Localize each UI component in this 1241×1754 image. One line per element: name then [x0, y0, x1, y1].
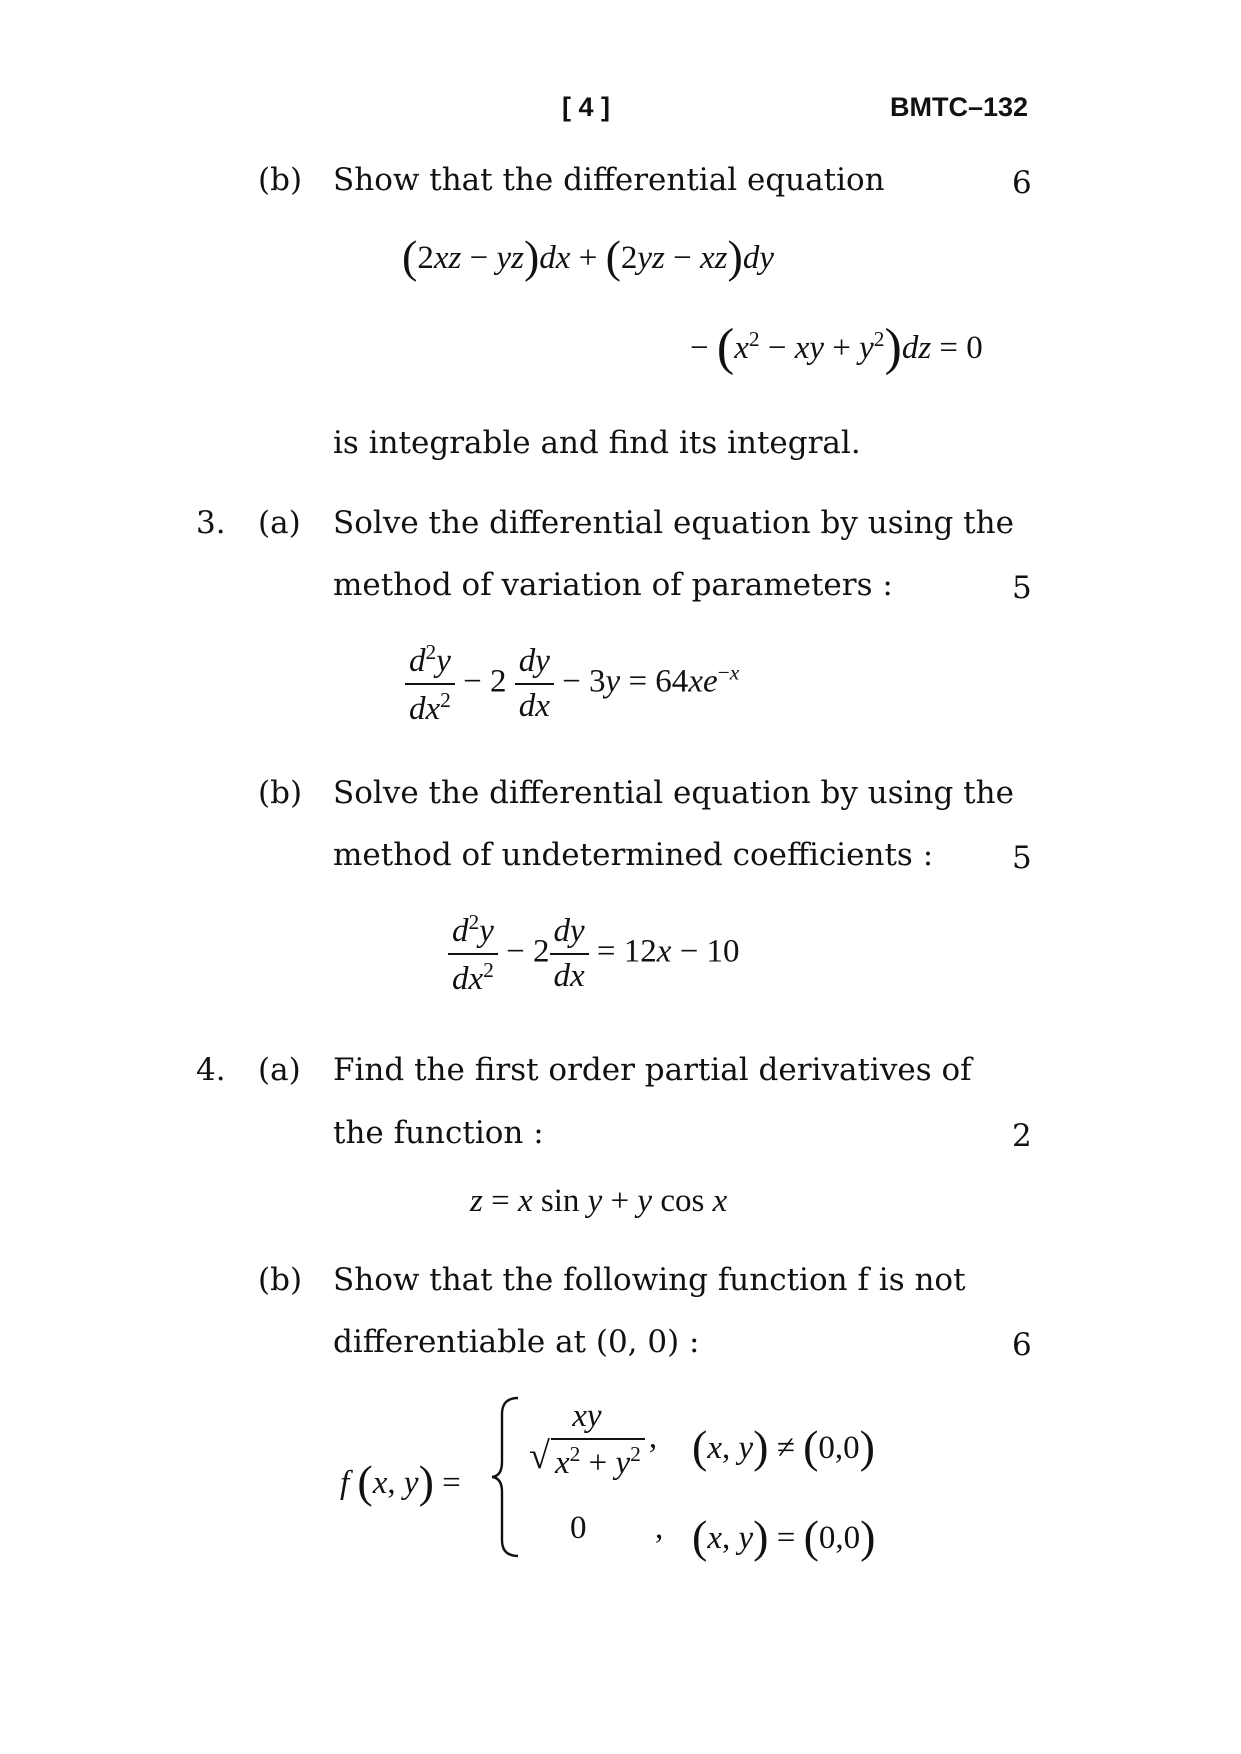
q4a-line1: Find the first order partial derivatives of [333, 1052, 972, 1088]
case1-condition: (x, y) ≠ (0,0) [692, 1421, 875, 1472]
q4b-label: (b) [258, 1262, 303, 1298]
case2-expression: 0 [570, 1510, 587, 1546]
case1-expression: xy √ $x^2 + y^2$ , [529, 1398, 658, 1481]
q3b-line1: Solve the differential equation by using the [333, 775, 1014, 811]
case2-comma: , [655, 1510, 664, 1546]
q4a-marks: 2 [1012, 1118, 1032, 1154]
q2b-after-text: is integrable and find its integral. [333, 425, 861, 461]
q3-number: 3. [196, 505, 226, 541]
q3a-marks: 5 [1012, 570, 1032, 606]
q4b-line2: differentiable at (0, 0) : [333, 1324, 700, 1360]
q3a-equation: $\frac{d^2y}{dx^2}$ − 2 $\frac{dy}{dx}$ − $3y = 64xe^{-x}$ [405, 640, 739, 728]
paper-code: BMTC–132 [890, 92, 1029, 122]
q4a-line2: the function : [333, 1115, 544, 1151]
q3a-line1: Solve the differential equation by using the [333, 505, 1014, 541]
q3b-label: (b) [258, 775, 303, 811]
q3a-label: (a) [258, 505, 301, 541]
q4b-marks: 6 [1012, 1327, 1032, 1363]
q2b-equation-line2: − ($x^2$ − xy + $y^2)dz = 0$ [690, 319, 983, 376]
q4-number: 4. [196, 1052, 226, 1088]
q4a-label: (a) [258, 1052, 301, 1088]
q3a-line2: method of variation of parameters : [333, 567, 893, 603]
q4b-line1: Show that the following function f is not [333, 1262, 966, 1298]
q2b-marks: 6 [1012, 165, 1032, 201]
q3b-line2: method of undetermined coefficients : [333, 837, 934, 873]
case2-condition: (x, y) = (0,0) [692, 1511, 876, 1562]
q3b-marks: 5 [1012, 840, 1032, 876]
q4a-equation: z = x sin y + y cos x [470, 1183, 728, 1219]
left-brace-icon [490, 1392, 530, 1562]
q4b-function-lhs: f (x, y) = [340, 1456, 461, 1507]
q2b-equation-line1: (2xz − yz)dx + (2yz − xz)dy [402, 231, 774, 282]
page-number: [ 4 ] [562, 92, 611, 122]
q3b-equation: $\frac{d^2y}{dx^2}$ − 2 $\frac{dy}{dx}$ = 12x − 10 [448, 910, 740, 998]
q2b-label: (b) [258, 162, 303, 198]
q2b-text: Show that the differential equation [333, 162, 885, 198]
